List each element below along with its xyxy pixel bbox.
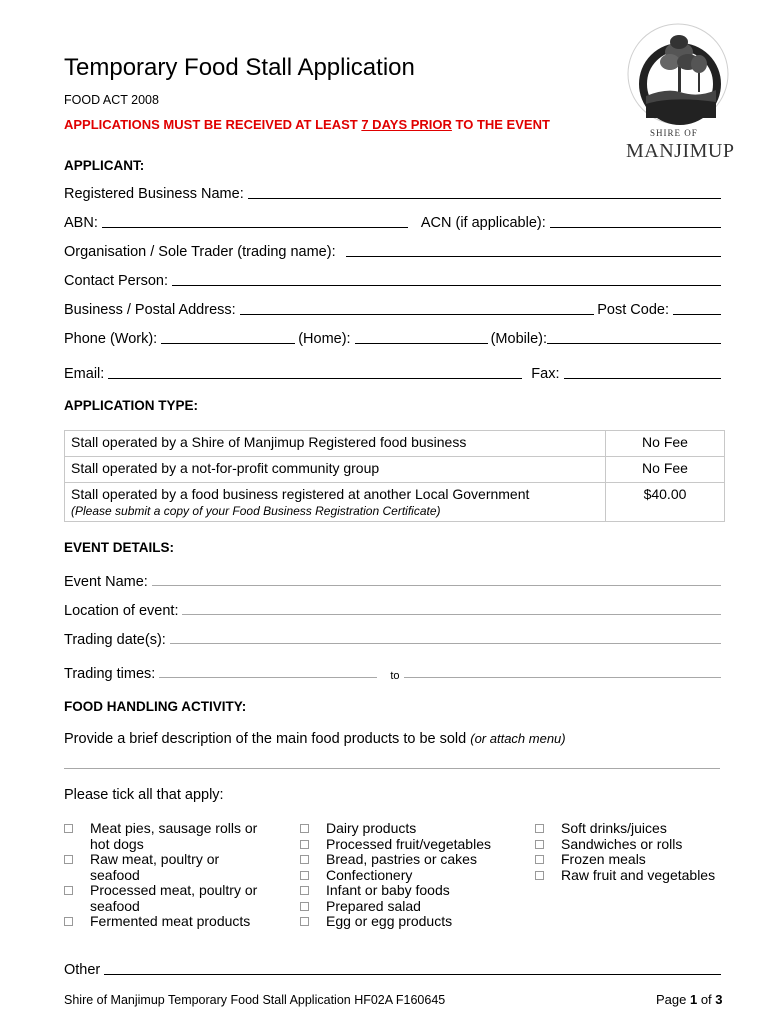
- applicant-heading: APPLICANT:: [64, 158, 145, 173]
- page-total: 3: [715, 992, 723, 1007]
- fee-amount: $40.00: [606, 483, 725, 522]
- tick-item-label: Processed fruit/vegetables: [326, 835, 491, 852]
- tick-item-label: Infant or baby foods: [326, 882, 450, 898]
- fee-desc: Stall operated by a not-for-profit community group: [65, 457, 606, 483]
- fax-label: Fax:: [531, 366, 560, 382]
- contact-label: Contact Person:: [64, 273, 168, 289]
- tick-item[interactable]: [300, 914, 500, 930]
- checkbox-icon[interactable]: [535, 855, 544, 864]
- trading-times-end-line[interactable]: [404, 676, 721, 678]
- trading-times-to: to: [390, 670, 400, 682]
- checkbox-icon[interactable]: [300, 855, 309, 864]
- tick-item-label: Raw fruit and vegetables: [561, 866, 716, 883]
- tick-item[interactable]: [535, 837, 735, 853]
- application-type-heading: APPLICATION TYPE:: [64, 398, 199, 413]
- other-field[interactable]: [64, 958, 724, 978]
- page-title: Temporary Food Stall Application: [64, 54, 415, 81]
- fee-desc: Stall operated by a food business registered at another Local Government: [71, 486, 530, 502]
- event-location-line[interactable]: [182, 613, 721, 615]
- trading-times-label: Trading times:: [64, 666, 156, 682]
- checkbox-icon[interactable]: [64, 824, 73, 833]
- checkbox-icon[interactable]: [535, 871, 544, 880]
- logo-shire-of: SHIRE OF: [650, 128, 698, 138]
- tick-item-label: Confectionery: [326, 866, 413, 883]
- food-heading: FOOD HANDLING ACTIVITY:: [64, 699, 247, 714]
- tick-item[interactable]: [64, 883, 260, 914]
- event-name-line[interactable]: [152, 584, 721, 586]
- tick-item-label: Processed meat, poultry or seafood: [90, 882, 258, 914]
- page-number: [656, 992, 723, 1007]
- table-row[interactable]: [65, 483, 725, 522]
- abn-line[interactable]: [102, 226, 408, 228]
- fee-note: (Please submit a copy of your Food Business Registration Certificate): [71, 504, 441, 518]
- shire-logo: [616, 18, 746, 168]
- tick-item-label: Frozen meals: [561, 851, 646, 867]
- phone-work-label: Phone (Work):: [64, 331, 158, 347]
- address-label: Business / Postal Address:: [64, 302, 236, 318]
- acn-label: ACN (if applicable):: [420, 215, 546, 231]
- tick-column-1: [64, 821, 264, 930]
- food-description-prompt: [64, 731, 566, 747]
- table-row[interactable]: [65, 457, 725, 483]
- address-row: [64, 298, 724, 318]
- warning-post: TO THE EVENT: [451, 117, 550, 132]
- business-name-field[interactable]: [64, 182, 724, 202]
- page-current: 1: [689, 992, 698, 1007]
- fee-amount: No Fee: [606, 457, 725, 483]
- phone-work-line[interactable]: [161, 342, 295, 344]
- tick-item-label: Meat pies, sausage rolls or hot dogs: [90, 820, 258, 852]
- checkbox-icon[interactable]: [300, 840, 309, 849]
- trading-dates-label: Trading date(s):: [64, 632, 166, 648]
- event-name-label: Event Name:: [64, 574, 148, 590]
- tick-item[interactable]: [300, 868, 500, 884]
- checkbox-icon[interactable]: [300, 917, 309, 926]
- phone-home-line[interactable]: [355, 342, 488, 344]
- checkbox-icon[interactable]: [300, 886, 309, 895]
- trading-dates-field[interactable]: [64, 628, 724, 648]
- tick-item-label: Sandwiches or rolls: [561, 835, 683, 852]
- warning-notice: [64, 117, 550, 132]
- tick-item-label: Prepared salad: [326, 897, 421, 914]
- fax-line[interactable]: [564, 377, 722, 379]
- contact-line[interactable]: [172, 284, 721, 286]
- page-mid: of: [697, 992, 716, 1007]
- phone-home-label: (Home):: [298, 331, 351, 347]
- other-label: Other: [64, 962, 101, 978]
- checkbox-icon[interactable]: [535, 824, 544, 833]
- food-description-text: Provide a brief description of the main food products to be sold: [64, 731, 471, 747]
- email-label: Email:: [64, 366, 105, 382]
- checkbox-icon[interactable]: [64, 917, 73, 926]
- trading-dates-line[interactable]: [170, 642, 721, 644]
- trading-name-field[interactable]: [64, 240, 724, 260]
- other-line[interactable]: [104, 973, 721, 975]
- tick-item[interactable]: [300, 821, 500, 837]
- tick-item[interactable]: [300, 899, 500, 915]
- tick-item-label: Egg or egg products: [326, 913, 453, 929]
- tick-item-label: Raw meat, poultry or seafood: [90, 851, 220, 883]
- warning-pre: APPLICATIONS MUST BE RECEIVED AT LEAST: [64, 117, 362, 132]
- tick-item-label: Soft drinks/juices: [561, 820, 667, 836]
- fee-amount: No Fee: [606, 431, 725, 457]
- trading-times-row: [64, 662, 724, 682]
- tick-item[interactable]: [535, 821, 735, 837]
- trading-name-label: Organisation / Sole Trader (trading name):: [64, 244, 336, 260]
- abn-label: ABN:: [64, 215, 98, 231]
- food-description-line[interactable]: [64, 767, 720, 769]
- table-row[interactable]: [65, 431, 725, 457]
- fee-desc: Stall operated by a Shire of Manjimup Registered food business: [65, 431, 606, 457]
- phone-row: [64, 327, 724, 347]
- checkbox-icon[interactable]: [300, 824, 309, 833]
- checkbox-icon[interactable]: [64, 855, 73, 864]
- food-description-note: (or attach menu): [470, 731, 566, 746]
- tick-item-label: Bread, pastries or cakes: [326, 851, 477, 867]
- trading-times-start-line[interactable]: [159, 676, 377, 678]
- postcode-label: Post Code:: [597, 302, 669, 318]
- tick-item[interactable]: [300, 852, 500, 868]
- tick-column-3: [535, 821, 735, 883]
- event-location-label: Location of event:: [64, 603, 179, 619]
- address-line[interactable]: [240, 313, 595, 315]
- tick-item-label: Fermented meat products: [90, 913, 251, 929]
- application-type-table: [64, 430, 725, 522]
- checkbox-icon[interactable]: [300, 871, 309, 880]
- fee-desc-cell: [65, 483, 606, 522]
- tick-item[interactable]: [64, 914, 260, 930]
- phone-mobile-label: (Mobile):: [490, 331, 547, 347]
- tick-item[interactable]: [300, 837, 500, 853]
- email-row: [64, 362, 724, 382]
- tick-instruction: Please tick all that apply:: [64, 787, 224, 803]
- event-heading: EVENT DETAILS:: [64, 540, 175, 555]
- event-location-field[interactable]: [64, 599, 724, 619]
- checkbox-icon[interactable]: [64, 886, 73, 895]
- business-name-line[interactable]: [248, 197, 721, 199]
- page-pre: Page: [656, 992, 690, 1007]
- email-line[interactable]: [108, 377, 522, 379]
- event-name-field[interactable]: [64, 570, 724, 590]
- tick-item[interactable]: [535, 852, 735, 868]
- trading-name-line[interactable]: [346, 255, 721, 257]
- tick-item-label: Dairy products: [326, 820, 417, 836]
- phone-mobile-line[interactable]: [547, 342, 721, 344]
- tick-item[interactable]: [64, 852, 260, 883]
- checkbox-icon[interactable]: [300, 902, 309, 911]
- tick-item[interactable]: [535, 868, 735, 884]
- business-name-label: Registered Business Name:: [64, 186, 244, 202]
- tick-item[interactable]: [64, 821, 260, 852]
- postcode-line[interactable]: [673, 313, 721, 315]
- acn-line[interactable]: [550, 226, 721, 228]
- tick-item[interactable]: [300, 883, 500, 899]
- footer-text: Shire of Manjimup Temporary Food Stall Application HF02A F160645: [64, 993, 446, 1007]
- abn-acn-row: [64, 211, 724, 231]
- logo-manjimup: MANJIMUP: [626, 140, 735, 162]
- subtitle: FOOD ACT 2008: [64, 93, 159, 107]
- tick-column-2: [300, 821, 500, 930]
- warning-underlined: 7 DAYS PRIOR: [361, 117, 452, 132]
- checkbox-icon[interactable]: [535, 840, 544, 849]
- contact-field[interactable]: [64, 269, 724, 289]
